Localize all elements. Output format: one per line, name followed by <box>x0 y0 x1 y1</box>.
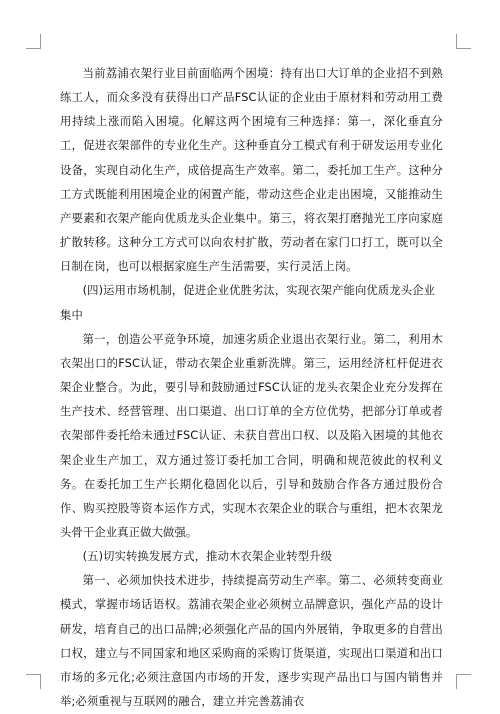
crop-mark-top-right <box>456 34 471 49</box>
paragraph-transformation: 第一、必须加快技术进步，持续提高劳动生产率。第二、必须转变商业模式，掌握市场话语权。荔浦衣架企业必须树立品牌意识，强化产品的设计研发，培育自己的出口品牌;必须强化产品的国内外展销，争取更多的自营出口权，建立与不同国家和地区采购商的采购订货渠道，实现出口渠道和出口市场的多元化;必须注意国内市场的开发，逐步实现产品出口与国内销售并举;必须重视与互联网的融合，建立并完善荔浦衣 <box>60 574 443 709</box>
document-body <box>60 62 443 714</box>
paragraph-market-mechanism: 第一，创造公平竞争环境，加速劣质企业退出衣架行业。第二，利用木衣架出口的FSC认证，带动衣架企业重新洗牌。第三，运用经济杠杆促进衣架企业整合。为此，要引导和鼓励通过FSC认证的龙头衣架企业充分发挥在生产技术、经营管理、出口渠道、出口订单的全方位优势，把部分订单或者衣架部件委托给未通过FSC认证、未获自营出口权、以及陷入困境的其他衣架企业生产加工，双方通过签订委托加工合同，明确和规范彼此的权利义务。在委托加工生产长期化稳固化以后，引导和鼓励合作各方通过股份合作、购买控股等资本运作方式，实现木衣架企业的联合与重组，把木衣架龙头骨干企业真正做大做强。 <box>60 332 443 539</box>
crop-mark-bottom-left <box>26 674 41 689</box>
section-heading-4: (四)运用市场机制，促进企业优胜劣汰，实现衣架产能向优质龙头企业集中 <box>60 284 436 322</box>
section-heading-5: (五)切实转换发展方式，推动木衣架企业转型升级 <box>82 550 333 564</box>
paragraph-production-dilemma: 当前荔浦衣架行业目前面临两个困境：持有出口大订单的企业招不到熟练工人，而众多没有获得出口产品FSC认证的企业由于原材料和劳动用工费用持续上涨而陷入困境。化解这两个困境有三种选择：第一，深化垂直分工，促进衣架部件的专业化生产。这种垂直分工模式有利于研发运用专业化设备，实现自动化生产，成倍提高生产效率。第二，委托加工生产。这种分工方式既能利用困境企业的闲置产能，带动这些企业走出困境，又能推动生产要素和衣架产能向优质龙头企业集中。第三，将衣架打磨抛光工序向家庭扩散转移。这种分工方式可以向农村扩散，劳动者在家门口打工，既可以全日制在岗，也可以根据家庭生产生活需要，实行灵活上岗。 <box>60 67 443 274</box>
crop-mark-top-left <box>26 34 41 49</box>
crop-mark-bottom-right <box>456 674 471 689</box>
